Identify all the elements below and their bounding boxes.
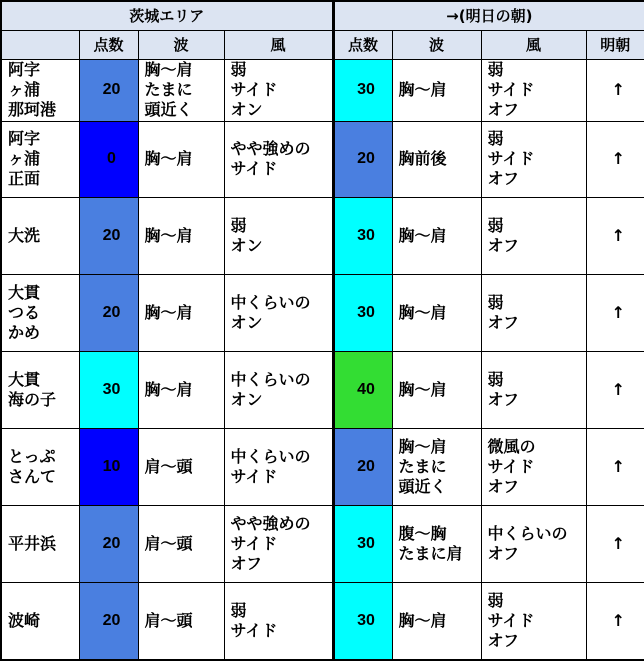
table-row <box>1 506 644 583</box>
next-wind-cell-line: 弱 <box>487 292 504 312</box>
wave-cell-line: 胸～肩 <box>144 149 193 169</box>
next-wind-cell <box>481 197 586 274</box>
score-cell: 10 <box>79 429 138 506</box>
next-wind-cell-line: 弱 <box>487 129 504 149</box>
trend-arrow-icon: ↑ <box>586 506 644 583</box>
score-cell: 20 <box>79 197 138 274</box>
trend-arrow-icon: ↑ <box>586 121 644 197</box>
table-row <box>1 59 644 121</box>
next-wave-cell <box>392 351 481 428</box>
score-cell: 20 <box>79 506 138 583</box>
wind-cell-line: 中くらいの <box>230 292 311 312</box>
next-wind-cell-line: サイド <box>487 611 535 631</box>
next-wind-cell-line: オフ <box>487 477 520 497</box>
spot-name-line: 阿字 <box>8 60 41 80</box>
next-wave-cell-line: 胸～肩 <box>398 611 447 631</box>
next-wave-cell <box>392 583 481 660</box>
wave-cell <box>138 583 224 660</box>
trend-arrow-icon: ↑ <box>586 583 644 660</box>
next-wave-cell <box>392 506 481 583</box>
wave-cell <box>138 121 224 197</box>
table-row <box>1 583 644 660</box>
spot-name-line: ヶ浦 <box>8 80 41 100</box>
next-wind-cell-line: サイド <box>487 457 535 477</box>
wind-cell-line: やや強めの <box>230 139 311 159</box>
wave-cell-line: 肩～頭 <box>144 457 193 477</box>
trend-arrow-icon: ↑ <box>586 274 644 351</box>
wave-cell-line: 胸～肩 <box>144 380 193 400</box>
next-wind-cell <box>481 274 586 351</box>
wind-cell <box>224 506 333 583</box>
next-wave-cell-line: 胸～肩 <box>398 302 447 322</box>
wave-cell-line: 胸～肩 <box>144 225 193 245</box>
group-header-row <box>1 1 644 30</box>
wind-cell <box>224 59 333 121</box>
next-wave-cell-line: たまに肩 <box>398 544 463 564</box>
wave-cell <box>138 197 224 274</box>
wind-cell-line: オン <box>230 100 263 120</box>
wave-cell-line: 胸～肩 <box>144 60 193 80</box>
spot-name <box>1 59 79 121</box>
spot-name-line: かめ <box>8 322 41 342</box>
spot-name-line: さんて <box>8 467 57 487</box>
next-wind-cell <box>481 429 586 506</box>
spot-name <box>1 274 79 351</box>
spot-name <box>1 351 79 428</box>
wind-cell <box>224 197 333 274</box>
wave-cell-line: 肩～頭 <box>144 534 193 554</box>
spot-name <box>1 506 79 583</box>
next-wind-cell-line: オフ <box>487 631 520 651</box>
wave-column-header: 波 <box>138 30 224 59</box>
wave-cell-line: 頭近く <box>144 100 193 120</box>
score-column-header: 点数 <box>79 30 138 59</box>
wind-cell-line: 中くらいの <box>230 370 311 390</box>
next-wave-cell-line: 胸～肩 <box>398 225 447 245</box>
wind-column-header: 風 <box>224 30 333 59</box>
forecast-rows <box>1 59 644 660</box>
next-wind-cell <box>481 121 586 197</box>
trend-arrow-icon: ↑ <box>586 59 644 121</box>
next-wave-cell-line: 胸～肩 <box>398 80 447 100</box>
spot-name <box>1 583 79 660</box>
wave-cell <box>138 506 224 583</box>
next-wind-column-header: 風 <box>481 30 586 59</box>
spot-name-line: とっぷ <box>8 447 56 467</box>
wind-cell-line: オン <box>230 312 263 332</box>
next-wind-cell <box>481 59 586 121</box>
spot-name-line: 平井浜 <box>8 534 57 554</box>
score-cell: 20 <box>79 59 138 121</box>
wave-cell-line: 肩～頭 <box>144 611 193 631</box>
next-wind-cell-line: 中くらいの <box>487 524 568 544</box>
wind-cell-line: やや強めの <box>230 514 311 534</box>
next-wind-cell <box>481 506 586 583</box>
next-wind-cell-line: オフ <box>487 235 520 255</box>
score-cell: 20 <box>79 274 138 351</box>
wind-cell <box>224 583 333 660</box>
next-wave-column-header: 波 <box>392 30 481 59</box>
next-wave-cell <box>392 274 481 351</box>
next-wave-cell-line: 胸～肩 <box>398 437 447 457</box>
next-score-cell: 30 <box>333 197 392 274</box>
tomorrow-morning-header: →(明日の朝) <box>333 1 644 30</box>
wind-cell-line: サイド <box>230 621 278 641</box>
wind-cell-line: 弱 <box>230 60 247 80</box>
wave-cell <box>138 274 224 351</box>
wind-cell-line: 弱 <box>230 601 247 621</box>
spot-name-line: 大貫 <box>8 282 41 302</box>
wave-cell <box>138 59 224 121</box>
next-wind-cell-line: 弱 <box>487 215 504 235</box>
next-wave-cell <box>392 197 481 274</box>
spot-column-header <box>1 30 79 59</box>
spot-name-line: 阿字 <box>8 129 41 149</box>
column-header-row <box>1 30 644 59</box>
table-row <box>1 429 644 506</box>
spot-name-line: ヶ浦 <box>8 149 41 169</box>
next-score-cell: 30 <box>333 506 392 583</box>
spot-name-line: 大貫 <box>8 370 41 390</box>
score-cell: 0 <box>79 121 138 197</box>
wave-cell <box>138 351 224 428</box>
wave-cell-line: 胸～肩 <box>144 302 193 322</box>
next-score-cell: 30 <box>333 59 392 121</box>
wind-cell-line: サイド <box>230 159 278 179</box>
next-wave-cell-line: 胸前後 <box>398 149 447 169</box>
spot-name-line: 海の子 <box>8 390 57 410</box>
wind-cell-line: サイド <box>230 80 278 100</box>
wind-cell-line: サイド <box>230 467 278 487</box>
next-wind-cell <box>481 351 586 428</box>
next-wave-cell-line: 頭近く <box>398 477 447 497</box>
wind-cell <box>224 429 333 506</box>
next-wave-cell-line: 胸～肩 <box>398 380 447 400</box>
next-score-cell: 30 <box>333 274 392 351</box>
next-wind-cell-line: サイド <box>487 149 535 169</box>
next-score-cell: 20 <box>333 429 392 506</box>
next-wave-cell-line: たまに <box>398 457 447 477</box>
next-wave-cell <box>392 121 481 197</box>
today-area-header: 茨城エリア <box>1 1 333 30</box>
next-wind-cell-line: オフ <box>487 100 520 120</box>
next-wind-cell-line: 弱 <box>487 370 504 390</box>
table-row <box>1 197 644 274</box>
trend-arrow-icon: ↑ <box>586 351 644 428</box>
wind-cell <box>224 351 333 428</box>
table-row <box>1 351 644 428</box>
next-score-cell: 40 <box>333 351 392 428</box>
spot-name <box>1 429 79 506</box>
wave-cell-line: たまに <box>144 80 193 100</box>
spot-name-line: 波崎 <box>8 611 41 631</box>
wind-cell-line: オン <box>230 390 263 410</box>
spot-name-line: 大洗 <box>8 225 41 245</box>
next-wind-cell <box>481 583 586 660</box>
table-row <box>1 274 644 351</box>
wave-cell <box>138 429 224 506</box>
wind-cell <box>224 274 333 351</box>
next-wind-cell-line: 微風の <box>487 437 536 457</box>
next-score-cell: 20 <box>333 121 392 197</box>
next-wave-cell <box>392 59 481 121</box>
table-row <box>1 121 644 197</box>
next-wind-cell-line: オフ <box>487 169 520 189</box>
spot-name-line: 那珂港 <box>8 100 57 120</box>
next-wind-cell-line: 弱 <box>487 60 504 80</box>
wind-cell <box>224 121 333 197</box>
trend-arrow-icon: ↑ <box>586 429 644 506</box>
wind-cell-line: サイド <box>230 534 278 554</box>
spot-name <box>1 197 79 274</box>
next-wave-cell <box>392 429 481 506</box>
trend-column-header: 明朝 <box>586 30 644 59</box>
wind-cell-line: オフ <box>230 554 263 574</box>
wind-cell-line: オン <box>230 235 263 255</box>
next-wind-cell-line: オフ <box>487 312 520 332</box>
trend-arrow-icon: ↑ <box>586 197 644 274</box>
next-wind-cell-line: 弱 <box>487 591 504 611</box>
next-wind-cell-line: オフ <box>487 544 520 564</box>
next-wind-cell-line: オフ <box>487 390 520 410</box>
spot-name-line: つる <box>8 302 41 322</box>
score-cell: 30 <box>79 351 138 428</box>
next-score-column-header: 点数 <box>333 30 392 59</box>
wind-cell-line: 弱 <box>230 215 247 235</box>
wind-cell-line: 中くらいの <box>230 447 311 467</box>
spot-name <box>1 121 79 197</box>
next-wind-cell-line: サイド <box>487 80 535 100</box>
spot-name-line: 正面 <box>8 169 41 189</box>
next-wave-cell-line: 腹～胸 <box>398 524 447 544</box>
next-score-cell: 30 <box>333 583 392 660</box>
score-cell: 20 <box>79 583 138 660</box>
